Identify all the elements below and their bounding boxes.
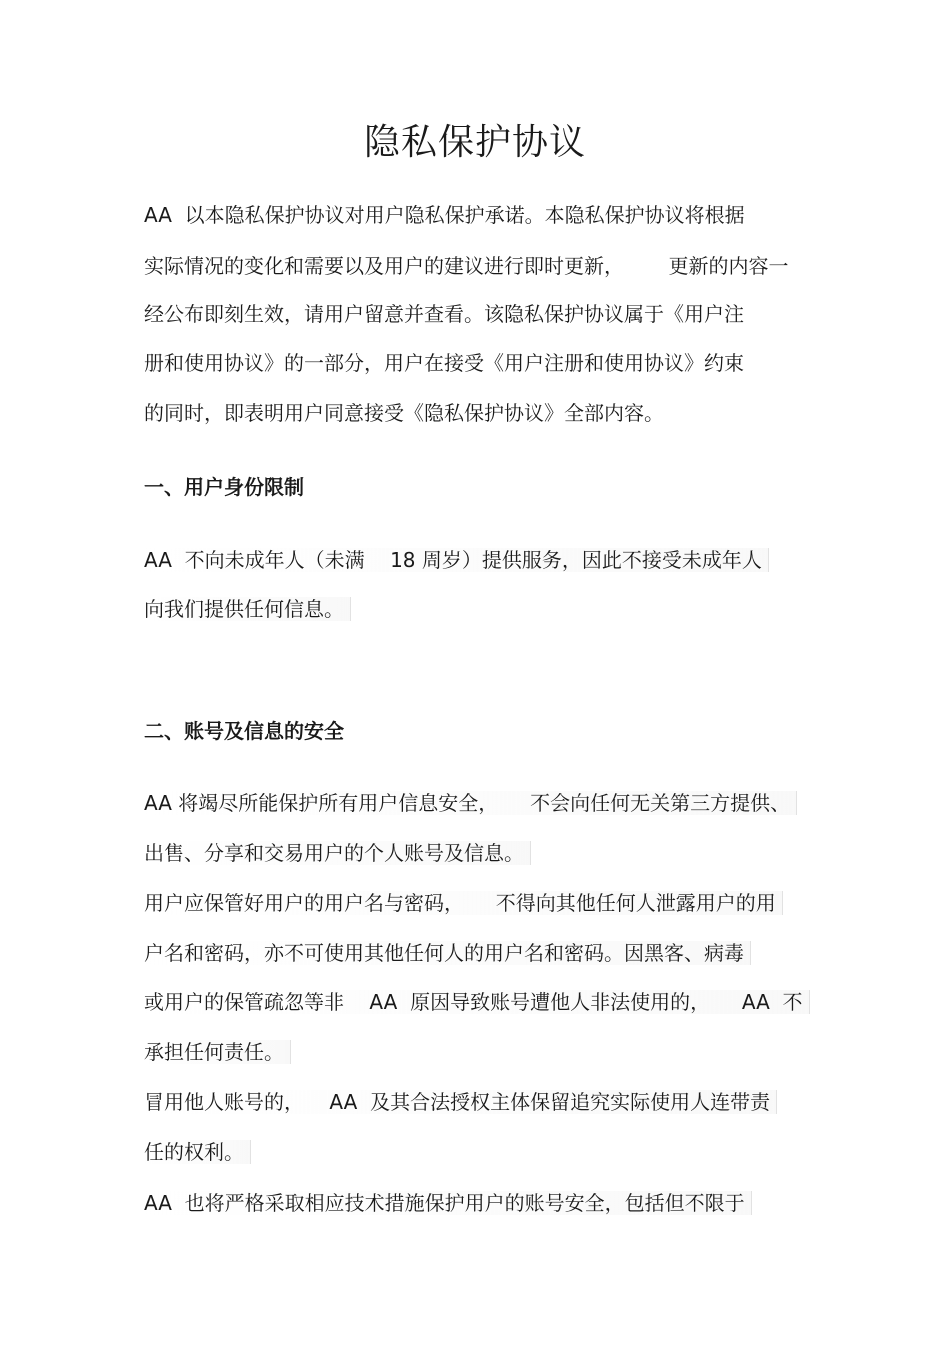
section-2-line-7 — [144, 1087, 777, 1117]
section-2-line-7-text: 冒用他人账号的， AA 及其合法授权主体保留追究实际使用人连带责 — [144, 1090, 777, 1114]
section-2-line-8-text: 任的权利。 — [144, 1140, 251, 1164]
section-2-heading: 二、账号及信息的安全 — [144, 719, 344, 743]
section-2-line-8 — [144, 1137, 251, 1167]
section-2-line-1-text: AA 将竭尽所能保护所有用户信息安全， 不会向任何无关第三方提供、 — [144, 791, 797, 815]
section-2-line-2 — [144, 838, 531, 868]
intro-line-3: 经公布即刻生效，请用户留意并查看。该隐私保护协议属于《用户注 — [144, 302, 744, 326]
section-2-line-6-text: 承担任何责任。 — [144, 1040, 291, 1064]
intro-line-4: 册和使用协议》的一部分，用户在接受《用户注册和使用协议》约束 — [144, 351, 744, 375]
section-1-line-2 — [144, 594, 351, 624]
section-2-line-9 — [144, 1188, 752, 1218]
section-2-line-9-text: AA 也将严格采取相应技术措施保护用户的账号安全，包括但不限于 — [144, 1191, 752, 1215]
intro-line-1: AA 以本隐私保护协议对用户隐私保护承诺。本隐私保护协议将根据 — [144, 203, 745, 227]
section-1-heading: 一、用户身份限制 — [144, 475, 304, 499]
section-2-line-2-text: 出售、分享和交易用户的个人账号及信息。 — [144, 841, 531, 865]
section-2-line-4 — [144, 938, 751, 968]
intro-line-2: 实际情况的变化和需要以及用户的建议进行即时更新， 更新的内容一 — [144, 254, 789, 278]
section-2-line-1 — [144, 788, 797, 818]
section-2-line-3-text: 用户应保管好用户的用户名与密码， 不得向其他任何人泄露用户的用 — [144, 891, 783, 915]
intro-line-5: 的同时，即表明用户同意接受《隐私保护协议》全部内容。 — [144, 401, 664, 425]
section-2-line-5-text: 或用户的保管疏忽等非 AA 原因导致账号遭他人非法使用的， AA 不 — [144, 990, 810, 1014]
section-2-line-4-text: 户名和密码，亦不可使用其他任何人的用户名和密码。因黑客、病毒 — [144, 941, 751, 965]
section-1-line-1-text: AA 不向未成年人（未满 18 周岁）提供服务，因此不接受未成年人 — [144, 548, 769, 572]
section-2-line-3 — [144, 888, 783, 918]
document-title: 隐私保护协议 — [363, 122, 586, 163]
section-2-line-6 — [144, 1037, 291, 1067]
section-1-line-1 — [144, 545, 769, 575]
section-1-line-2-text: 向我们提供任何信息。 — [144, 597, 351, 621]
section-2-line-5 — [144, 987, 810, 1017]
